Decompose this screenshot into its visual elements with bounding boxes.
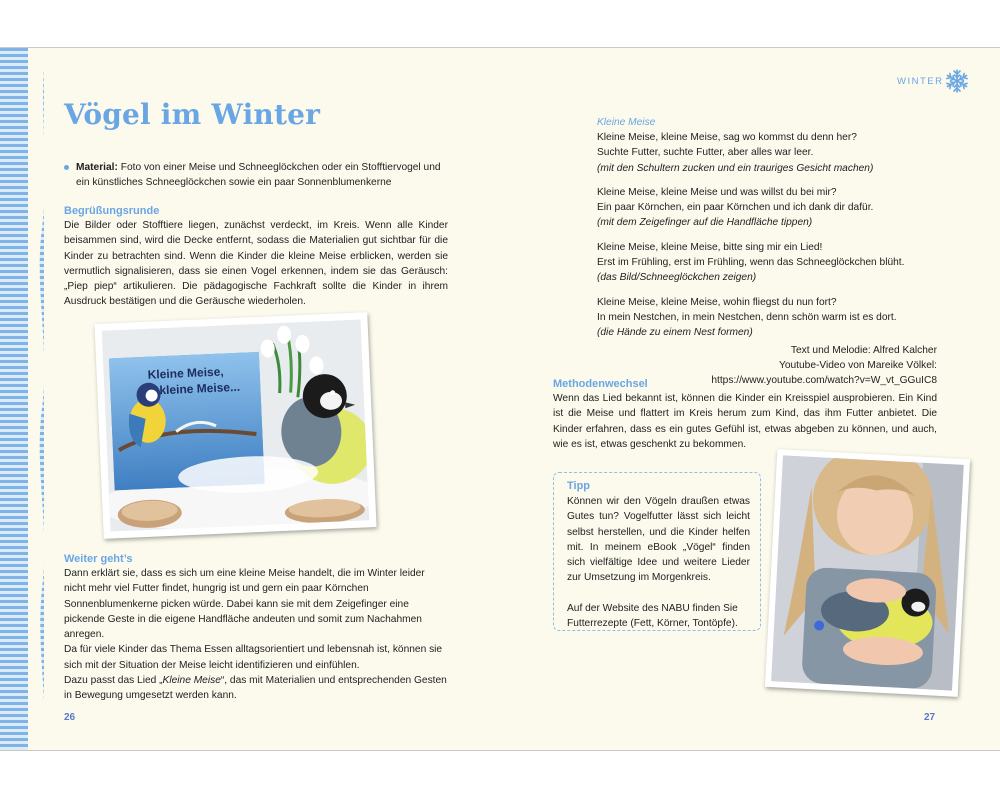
weiter-section bbox=[64, 552, 448, 704]
verse-instruction: (mit dem Zeigefinger auf die Handfläche tippen) bbox=[597, 217, 813, 229]
book-title-line2: kleine Meise... bbox=[159, 379, 241, 398]
youtube-link[interactable]: https://www.youtube.com/watch?v=W_vt_GGuIC8 bbox=[711, 375, 937, 387]
child-bird-illustration bbox=[771, 455, 964, 690]
verse-instruction: (mit den Schultern zucken und ein trauriges Gesicht machen) bbox=[597, 162, 874, 174]
song-title: Kleine Meise bbox=[597, 117, 656, 128]
weiter-p3-song-title: Kleine Meise bbox=[162, 675, 221, 687]
page-number-right: 27 bbox=[924, 712, 936, 723]
weiter-paragraph-3 bbox=[64, 673, 448, 704]
weiter-text bbox=[64, 566, 448, 704]
tipp-heading: Tipp bbox=[567, 480, 591, 492]
photo-book-and-bird bbox=[94, 312, 376, 539]
section-label: WINTER bbox=[897, 76, 944, 87]
verse-line: Erst im Frühling, erst im Frühling, wenn das Schneeglöckchen blüht. bbox=[597, 257, 905, 269]
book-title-line1: Kleine Meise, bbox=[147, 364, 224, 382]
tipp-box bbox=[553, 472, 761, 631]
material-item bbox=[64, 160, 452, 191]
methoden-heading: Methodenwechsel bbox=[553, 378, 648, 390]
tipp-paragraph-2: Auf der Website des NABU finden Sie Futterrezepte (Fett, Körner, Tontöpfe). bbox=[567, 602, 738, 630]
verse-line: Ein paar Körnchen, ein paar Körnchen und ich dank dir dafür. bbox=[597, 202, 874, 214]
photo-child-image bbox=[771, 455, 964, 690]
tipp-paragraph-1: Können wir den Vögeln draußen etwas Gutes tun? Vogelfutter lässt sich leicht selbst herstellen, und die Kinder helfen mit. In meinem eBook „Vögel“ finden sich vielfältige Idee und weitere Lieder zur Umsetzung im Morgenkreis. bbox=[567, 496, 750, 584]
song-verse bbox=[597, 130, 937, 176]
snowflake-icon bbox=[944, 68, 970, 94]
verse-line: Suchte Futter, suchte Futter, aber alles war leer. bbox=[597, 147, 814, 159]
greeting-section bbox=[64, 204, 448, 310]
wavy-edge bbox=[28, 48, 68, 751]
weiter-p3-after: “, das mit Materialien und entsprechenden Gesten in Bewegung umgesetzt werden kann. bbox=[64, 675, 447, 702]
greeting-heading: Begrüßungsrunde bbox=[64, 205, 160, 217]
weiter-paragraph-1: Dann erklärt sie, dass es sich um eine kleine Meise handelt, die im Winter leider nicht mehr viel Futter findet, hungrig ist und gern ein paar Körnchen Sonnenblumenkerne picken würde. Dabei kann sie mit dem Zeigefinger eine pickende Geste in die eigene Handfläche andeuten und somit zum Nachahmen anregen. bbox=[64, 568, 425, 641]
page-title: Vögel im Winter bbox=[64, 98, 321, 131]
material-label: Material: bbox=[76, 162, 118, 173]
verse-line: Kleine Meise, kleine Meise, bitte sing mir ein Lied! bbox=[597, 241, 823, 253]
page-number-left: 26 bbox=[64, 712, 76, 723]
verse-line: Kleine Meise, kleine Meise, sag wo kommst du denn her? bbox=[597, 132, 857, 143]
verse-instruction: (das Bild/Schneeglöckchen zeigen) bbox=[597, 272, 757, 284]
greeting-text: Die Bilder oder Stofftiere liegen, zunächst verdeckt, im Kreis. Wenn alle Kinder beisammen sind, wird die Decke entfernt, sodass die Materialien gut sichtbar für die Kinder zu betrachten sind. Wenn die Kinder die kleine Meise erblicken, werden sie vermutlich signalisieren, dass sie einen Vogel erkennen, indem sie das Geräusch: „Piep piep“ artikulieren. Die pädagogische Fachkraft sollte die Kinder in ihrem Ausdruck bestätigen und die Geräusche wiederholen. bbox=[64, 220, 448, 308]
verse-line: Kleine Meise, kleine Meise, wohin fliegst du nun fort? bbox=[597, 296, 837, 308]
song-verse bbox=[597, 240, 937, 286]
photo-child-with-bird bbox=[765, 449, 970, 697]
material-description: Foto von einer Meise und Schneeglöckchen oder ein Stofftiervogel und ein künstliches Schneeglöckchen sowie ein paar Sonnenblumenkerne bbox=[76, 162, 441, 189]
weiter-paragraph-2: Da für viele Kinder das Thema Essen alltagsorientiert und lebensnah ist, können sie sich mit der Situation der Meise leicht identifizieren und einfühlen. bbox=[64, 644, 443, 671]
credit-line: Youtube-Video von Mareike Völkel: bbox=[778, 359, 937, 371]
song-verse bbox=[597, 295, 937, 341]
book-scene-illustration bbox=[102, 319, 370, 531]
left-page bbox=[0, 48, 500, 751]
material-text bbox=[64, 160, 452, 191]
song-lyrics bbox=[597, 116, 937, 388]
verse-instruction: (die Hände zu einem Nest formen) bbox=[597, 327, 753, 339]
bullet-dot bbox=[64, 165, 69, 170]
verse-line: In mein Nestchen, in mein Nestchen, denn schön warm ist es dort. bbox=[597, 311, 897, 323]
photo-book-image bbox=[102, 319, 370, 531]
credit-line: Text und Melodie: Alfred Kalcher bbox=[790, 344, 937, 356]
song-verse bbox=[597, 185, 937, 231]
book-spread bbox=[0, 47, 1000, 751]
weiter-heading: Weiter geht’s bbox=[64, 553, 133, 565]
verse-line: Kleine Meise, kleine Meise und was willst du bei mir? bbox=[597, 186, 837, 198]
methoden-section bbox=[553, 377, 937, 452]
weiter-p3-before: Dazu passt das Lied „ bbox=[64, 675, 163, 687]
methoden-text: Wenn das Lied bekannt ist, können die Kinder ein Kreisspiel ausprobieren. Ein Kind ist die Meise und flattert im Kreis herum zum Kind, das ihm Futter anbietet. Die Kinder erfahren, dass es ein gutes Gefühl ist, etwas abgeben zu können, und auch, wie es ist, etwas geschenkt zu bekommen. bbox=[553, 393, 937, 450]
